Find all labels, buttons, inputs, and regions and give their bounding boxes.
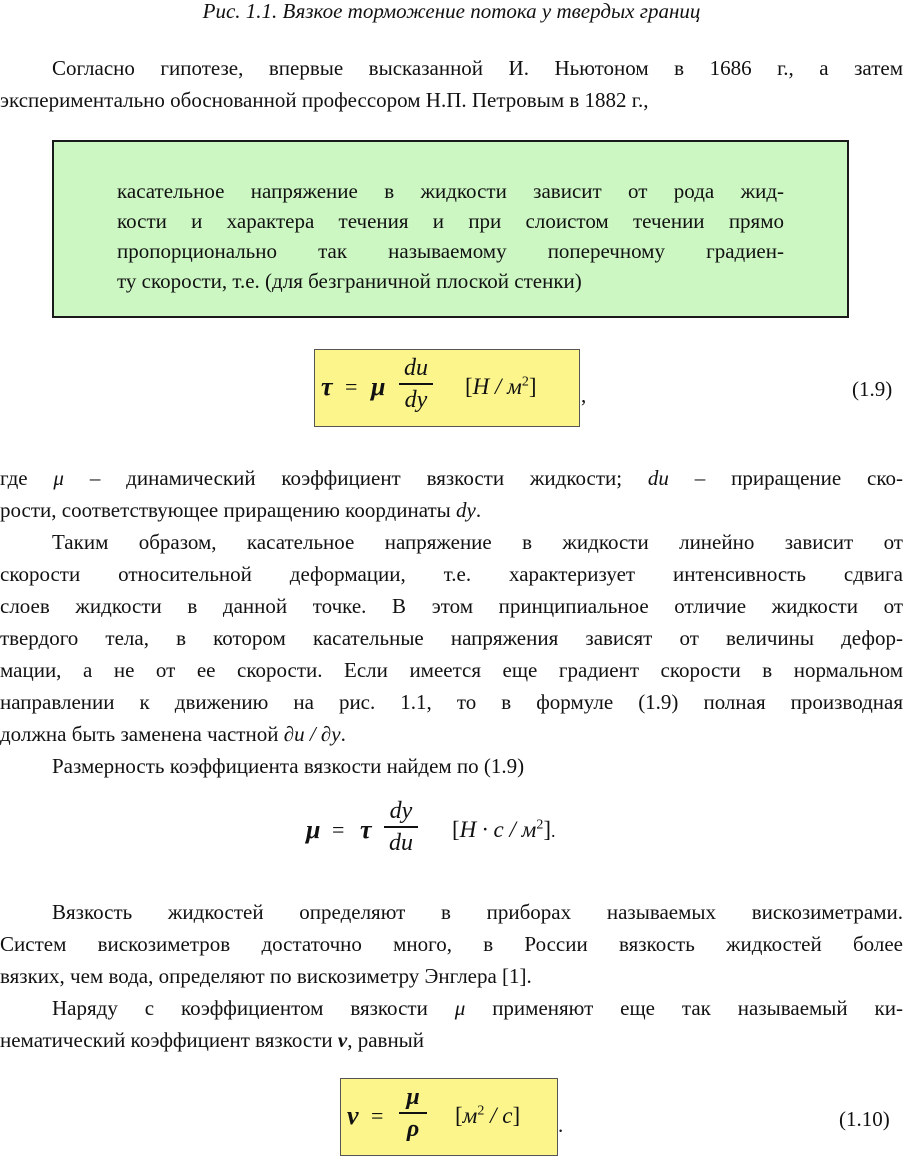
formula-mu-trail: . (550, 821, 556, 841)
definition-line-2: кости и характера течения и при слоистом течении прямо (117, 209, 784, 233)
formula-mu-lhs: μ (306, 815, 321, 844)
fraction-bar (384, 826, 418, 828)
formula-mu-unit (452, 815, 555, 846)
formula-1-9-unit (465, 372, 537, 402)
unit-rest: / с (484, 1103, 513, 1128)
definition-line-1: касательное напряжение в жидкости зависит от рода жид- (117, 179, 784, 203)
text: где (0, 466, 54, 490)
thus-line-5: мации, а не от ее скорости. Если имеется еще градиент скорости в нормальном (0, 658, 903, 682)
formula-1-10-denominator: ρ (406, 1115, 420, 1142)
formula-mu-fraction (384, 797, 418, 857)
kin-line-1 (0, 992, 903, 1024)
thus-line-7 (0, 718, 903, 750)
partial-derivative: ∂u / ∂y (283, 722, 341, 746)
formula-1-10-box (340, 1078, 558, 1156)
formula-1-9-number: (1.9) (852, 377, 893, 401)
unit-exponent: 2 (536, 817, 544, 833)
kin-line-2 (0, 1024, 903, 1056)
formula-mu-coef: τ (360, 815, 372, 844)
text: рости, соответствующее приращению координаты (0, 498, 457, 522)
fraction-bar (399, 1112, 427, 1114)
unit-close-bracket: ] (512, 1103, 521, 1128)
formula-1-10-eq: = (371, 1103, 384, 1128)
thus-line-3: слоев жидкости в данной точке. В этом принципиальное отличие жидкости от (0, 594, 903, 618)
thus-line-2: скорости относительной деформации, т.е. характеризует интенсивность сдвига (0, 562, 903, 586)
visc-line-2: Систем вискозиметров достаточно много, в России вязкость жидкостей более (0, 932, 903, 956)
text: Наряду с коэффициентом вязкости (52, 996, 455, 1020)
text: – приращение ско- (668, 466, 903, 490)
fraction-bar (399, 383, 433, 385)
formula-mu (300, 795, 620, 865)
formula-1-10-numerator: μ (406, 1084, 420, 1110)
unit-body: м (462, 1103, 478, 1128)
intro-line-1: Согласно гипотезе, впервые высказанной И. Ньютоном в 1686 г., а затем (52, 56, 903, 80)
formula-1-9-eq: = (345, 374, 358, 399)
formula-1-10-lhs: ν (347, 1101, 359, 1130)
unit-body: Н / м (472, 374, 522, 399)
unit-exponent: 2 (477, 1103, 485, 1119)
text: – динамический коэффициент вязкости жидкости; (63, 466, 648, 490)
thus-line-1: Таким образом, касательное напряжение в жидкости линейно зависит от (52, 530, 903, 554)
text: , равный (347, 1028, 425, 1052)
unit-body: Н · с / м (459, 817, 537, 842)
formula-1-9-fraction (399, 354, 433, 414)
formula-mu-denominator: du (389, 829, 413, 856)
symbol-mu: μ (454, 996, 466, 1020)
symbol-mu: μ (53, 466, 64, 490)
formula-1-10-fraction (399, 1083, 427, 1143)
formula-1-10-unit (455, 1101, 520, 1131)
dimension-line: Размерность коэффициента вязкости найдем по (1.9) (52, 754, 525, 778)
text: должна быть заменена частной (0, 722, 284, 746)
unit-close-bracket: ] (528, 374, 537, 399)
unit-close-bracket: ] (543, 817, 551, 842)
symbol-du: du (647, 466, 669, 490)
formula-1-9-denominator: dy (404, 386, 428, 413)
definition-line-4: ту скорости, т.е. (для безграничной плоской стенки) (117, 269, 582, 293)
formula-1-9-box (314, 349, 580, 427)
symbol-dy: dy (456, 498, 476, 522)
symbol-nu: ν (337, 1028, 348, 1052)
text: нематический коэффициент вязкости (0, 1028, 338, 1052)
unit-open-bracket: [ (455, 1103, 463, 1128)
thus-line-4: твердого тела, в котором касательные напряжения зависят от величины дефор- (0, 626, 903, 650)
formula-1-10-number: (1.10) (839, 1107, 890, 1131)
formula-mu-numerator: dy (389, 798, 413, 824)
formula-1-9-numerator: du (404, 355, 428, 381)
formula-1-9-coef: μ (371, 372, 386, 401)
figure-caption: Рис. 1.1. Вязкое торможение потока у твердых границ (202, 0, 701, 23)
definition-line-3: пропорционально так называемому поперечному градиен- (117, 239, 784, 263)
text: . (475, 498, 482, 522)
formula-1-9-lhs: τ (321, 372, 333, 401)
text: . (340, 722, 346, 746)
unit-open-bracket: [ (465, 374, 473, 399)
thus-line-6: направлении к движению на рис. 1.1, то в формуле (1.9) полная производная (0, 690, 903, 714)
intro-line-2: экспериментально обоснованной профессором Н.П. Петровым в 1882 г., (0, 88, 649, 112)
where-line-1 (0, 462, 903, 494)
text: применяют еще так называемый ки- (465, 996, 903, 1020)
where-line-2 (0, 494, 903, 526)
visc-line-1: Вязкость жидкостей определяют в приборах называемых вискозиметрами. (52, 900, 903, 924)
formula-mu-eq: = (332, 817, 345, 842)
formula-1-10-trail: . (558, 1113, 564, 1137)
unit-exponent: 2 (521, 374, 529, 390)
visc-line-3: вязких, чем вода, определяют по вискозиметру Энглера [1]. (0, 964, 532, 988)
formula-1-9-trail: , (581, 383, 587, 407)
definition-box (52, 140, 849, 318)
unit-open-bracket: [ (452, 817, 460, 842)
